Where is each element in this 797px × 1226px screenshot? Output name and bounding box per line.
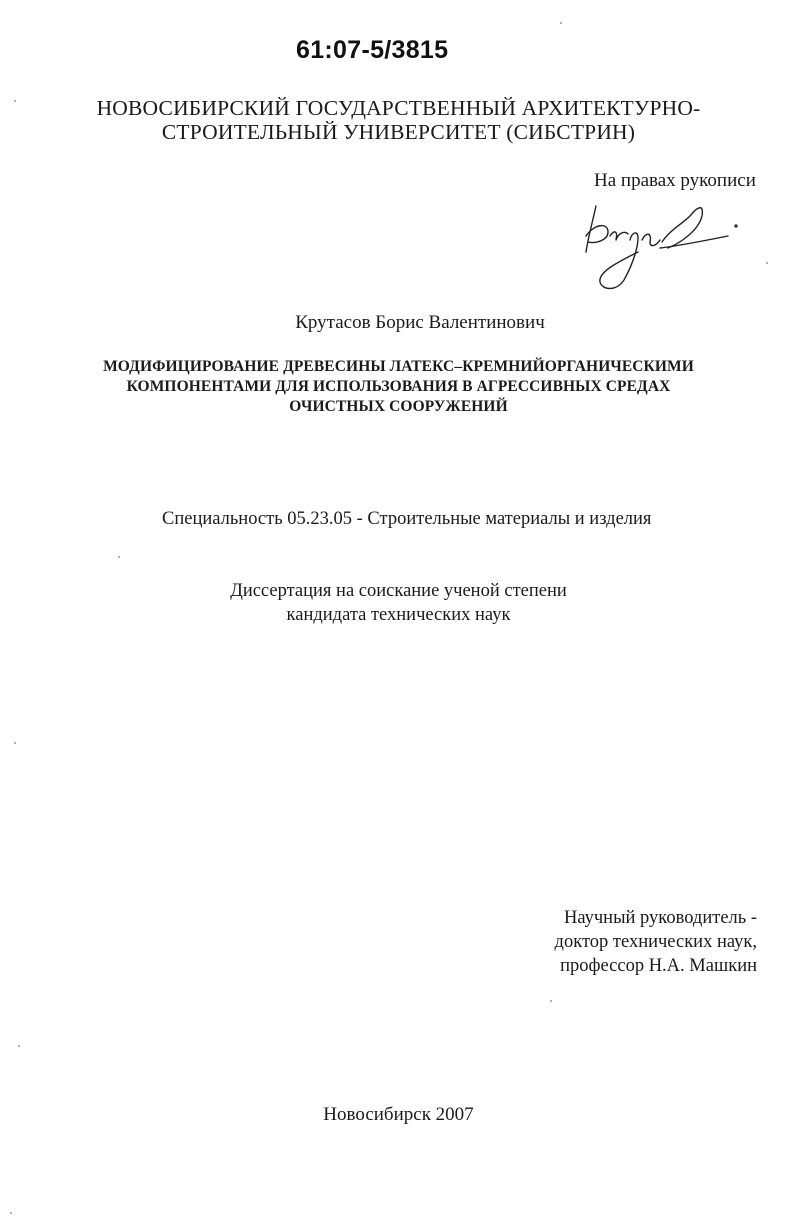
scan-speck (118, 556, 120, 558)
degree-line-2: кандидата технических наук (286, 605, 511, 625)
supervisor-line-2: доктор технических наук, (554, 932, 757, 952)
manuscript-note: На правах рукописи (594, 170, 756, 191)
specialty: Специальность 05.23.05 - Строительные материалы и изделия (162, 509, 652, 529)
author-name: Крутасов Борис Валентинович (295, 312, 545, 333)
degree-line-1: Диссертация на соискание ученой степени (230, 581, 567, 601)
institution-line-1: НОВОСИБИРСКИЙ ГОСУДАРСТВЕННЫЙ АРХИТЕКТУРНО- (96, 96, 701, 120)
scan-speck (766, 262, 768, 264)
degree-statement (0, 579, 797, 627)
scan-speck (560, 22, 562, 24)
title-line-1: МОДИФИЦИРОВАНИЕ ДРЕВЕСИНЫ ЛАТЕКС–КРЕМНИЙОРГАНИЧЕСКИМИ (103, 358, 694, 375)
title-line-2: КОМПОНЕНТАМИ ДЛЯ ИСПОЛЬЗОВАНИЯ В АГРЕССИВНЫХ СРЕДАХ (126, 378, 671, 395)
scan-speck (14, 742, 16, 744)
scan-speck (18, 1045, 20, 1047)
title-line-3: ОЧИСТНЫХ СООРУЖЕНИЙ (289, 398, 508, 415)
scan-speck (14, 100, 16, 102)
scan-speck (550, 1000, 552, 1002)
supervisor-line-1: Научный руководитель - (564, 908, 757, 928)
scan-speck (10, 1212, 12, 1214)
institution-name (0, 96, 797, 144)
scientific-supervisor (555, 906, 757, 978)
institution-line-2: СТРОИТЕЛЬНЫЙ УНИВЕРСИТЕТ (СИБСТРИН) (161, 120, 636, 144)
dissertation-title (0, 357, 797, 417)
supervisor-line-3: профессор Н.А. Машкин (560, 956, 757, 976)
city-year: Новосибирск 2007 (323, 1104, 474, 1125)
handwritten-signature (578, 196, 748, 296)
registration-code: 61:07-5/3815 (296, 36, 449, 64)
